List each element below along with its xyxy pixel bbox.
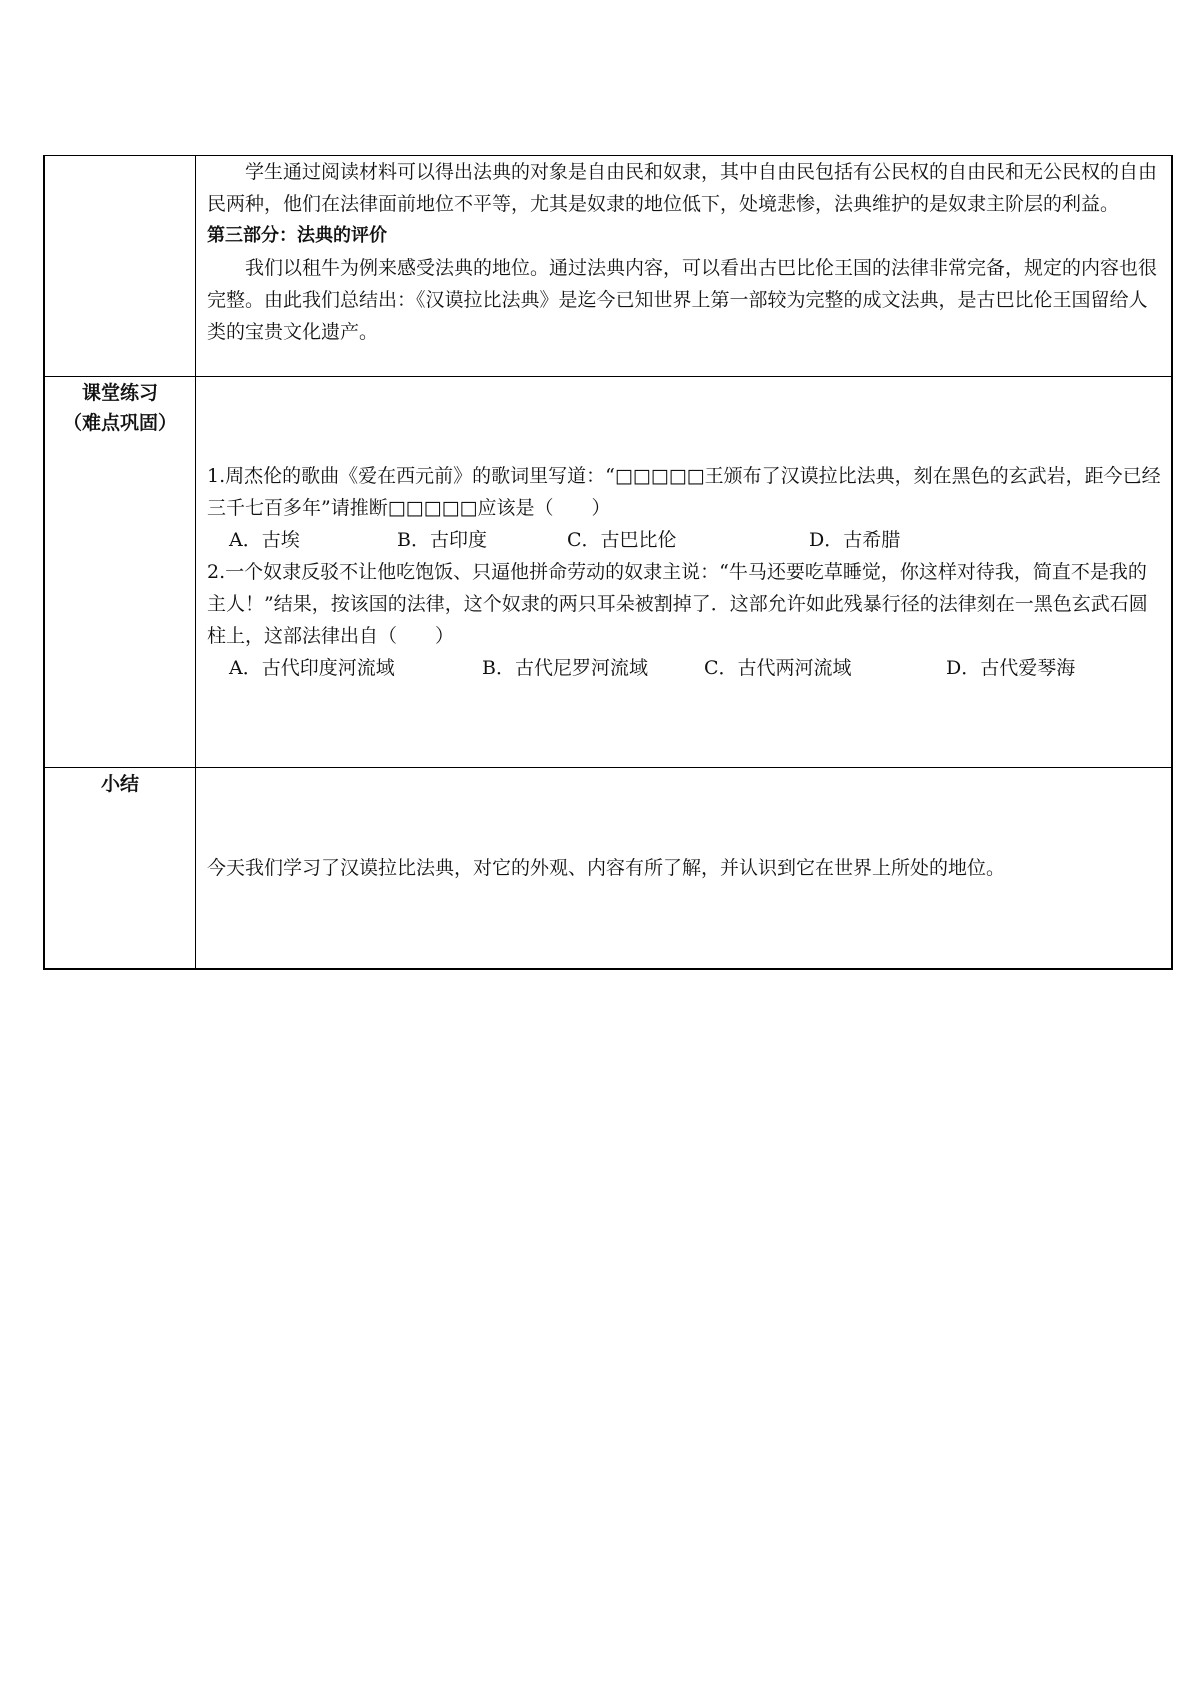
question-1-option-b: B．古印度 (397, 529, 487, 551)
exercise-sublabel: （难点巩固） (62, 412, 177, 434)
question-1-option-c: C．古巴比伦 (567, 529, 677, 551)
paragraph-law-subjects: 学生通过阅读材料可以得出法典的对象是自由民和奴隶，其中自由民包括有公民权的自由民和无公民权的自由民两种，他们在法律面前地位不平等，尤其是奴隶的地位低下，处境悲惨，法典维护的是奴隶主阶层的利益。 (207, 161, 1158, 215)
question-2-option-a: A．古代印度河流域 (229, 657, 395, 679)
question-2-option-c: C．古代两河流域 (704, 657, 852, 679)
lesson-plan-table (43, 155, 1173, 970)
table-row-evaluation (44, 156, 1172, 377)
question-1-option-d: D．古希腊 (809, 529, 901, 551)
exercise-label: 课堂练习 (81, 382, 158, 404)
exercise-label-cell (44, 377, 196, 768)
paragraph-law-status: 我们以租牛为例来感受法典的地位。通过法典内容，可以看出古巴比伦王国的法律非常完备，规定的内容也很完整。由此我们总结出：《汉谟拉比法典》是迄今已知世界上第一部较为完整的成文法典，是古巴比伦王国留给人类的宝贵文化遗产。 (207, 257, 1158, 343)
question-1-options (207, 524, 1163, 556)
content-cell-evaluation (196, 156, 1173, 377)
question-2-option-d: D．古代爱琴海 (946, 657, 1076, 679)
section-heading-evaluation: 第三部分：法典的评价 (207, 225, 387, 246)
content-cell-exercise (196, 377, 1173, 768)
question-1-option-a: A．古埃 (229, 529, 300, 551)
table-row-exercise (44, 377, 1172, 768)
question-2-stem: 2.一个奴隶反驳不让他吃饱饭、只逼他拼命劳动的奴隶主说：“牛马还要吃草睡觉，你这样对待我，简直不是我的主人！”结果，按该国的法律，这个奴隶的两只耳朵被割掉了．这部允许如此残暴行径的法律刻在一黑色玄武石圆柱上，这部法律出自（ ） (207, 561, 1148, 647)
table-row-summary (44, 768, 1172, 970)
question-2-options (207, 652, 1163, 684)
empty-label-cell (44, 156, 196, 377)
summary-label: 小结 (100, 773, 139, 795)
content-cell-summary (196, 768, 1173, 970)
question-1-stem: 1.周杰伦的歌曲《爱在西元前》的歌词里写道：“□□□□□王颁布了汉谟拉比法典，刻在黑色的玄武岩，距今已经三千七百多年”请推断□□□□□应该是（ ） (207, 465, 1161, 519)
summary-text: 今天我们学习了汉谟拉比法典，对它的外观、内容有所了解，并认识到它在世界上所处的地位。 (207, 857, 1006, 879)
question-2-option-b: B．古代尼罗河流域 (482, 657, 648, 679)
summary-label-cell (44, 768, 196, 970)
